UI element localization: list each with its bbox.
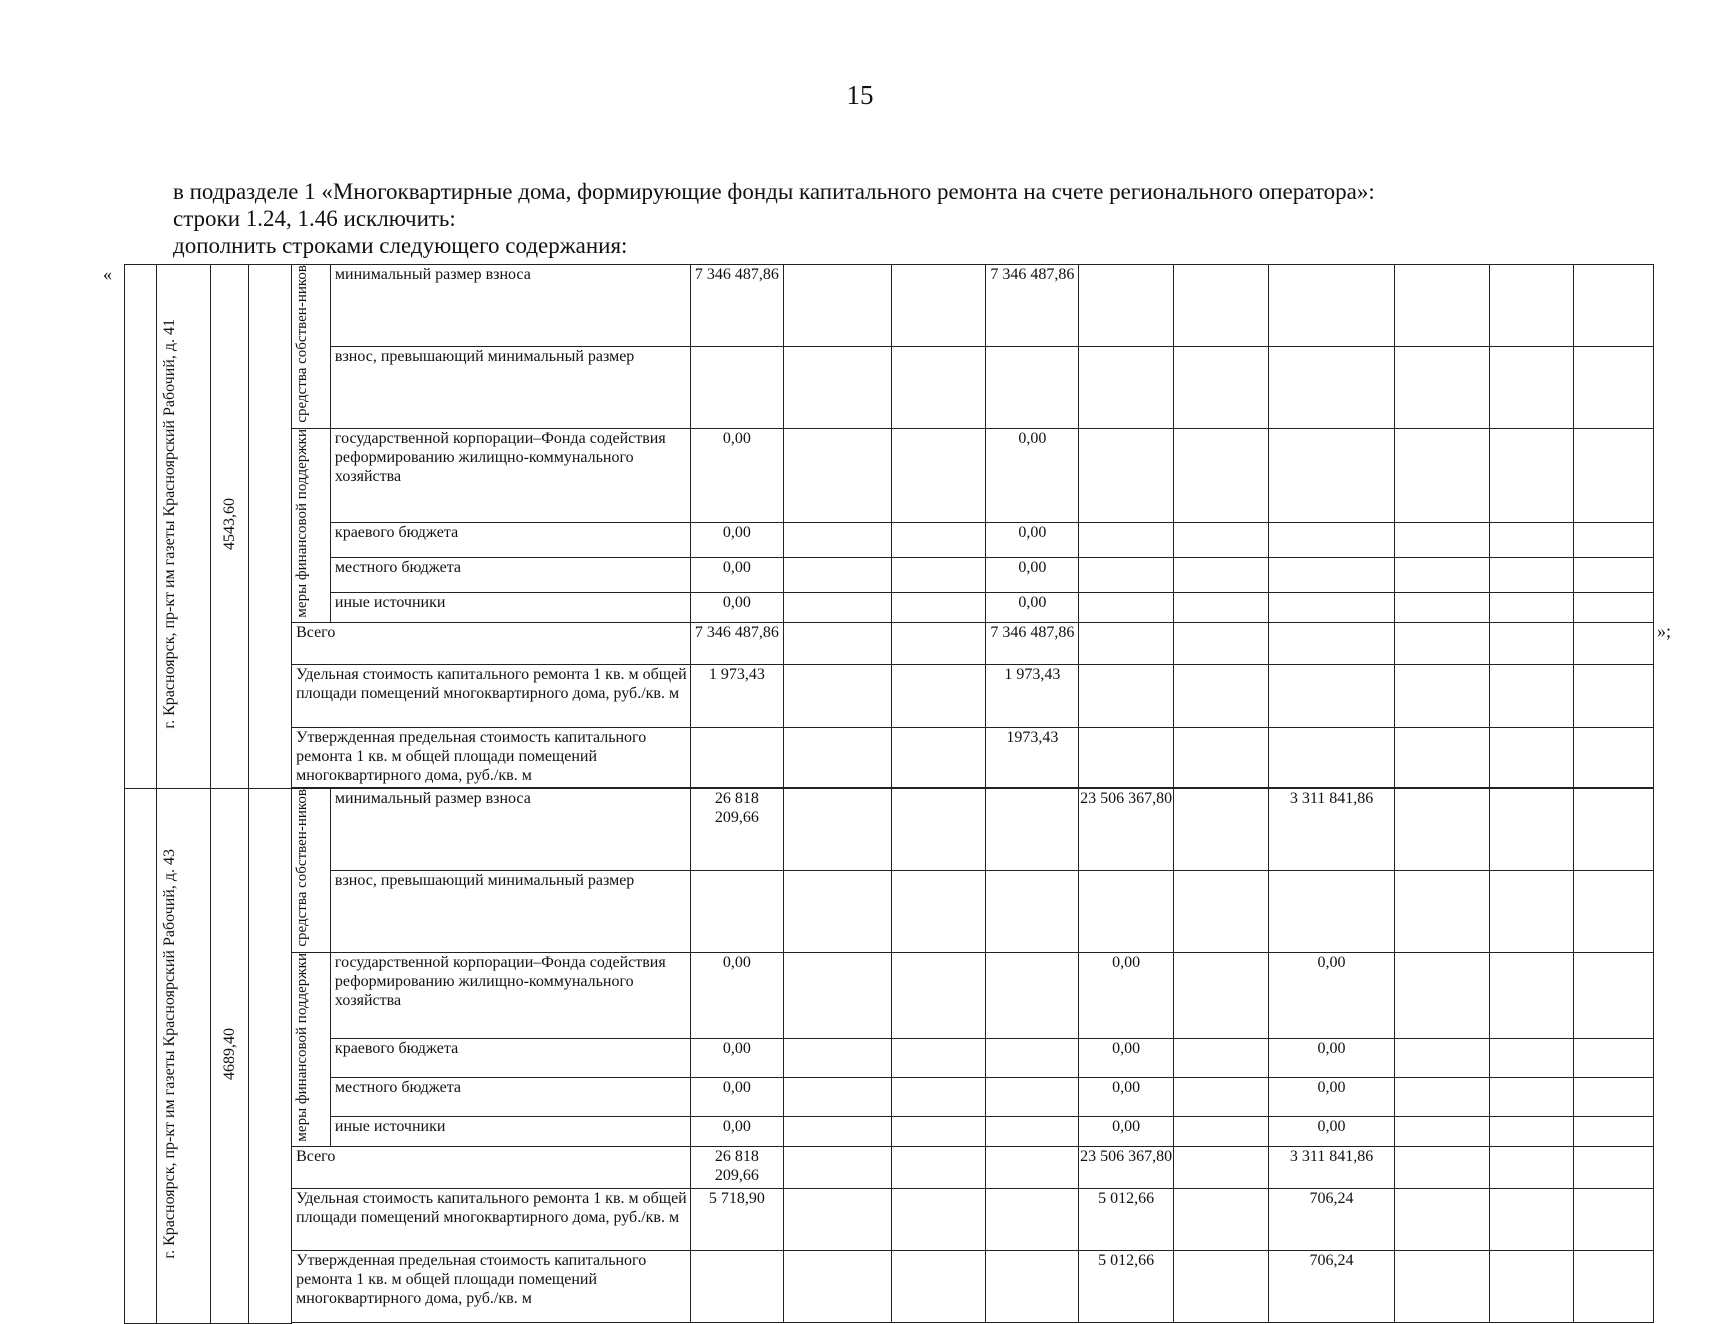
value-cell — [1574, 428, 1654, 522]
value-cell — [1174, 428, 1269, 522]
label-cell: краевого бюджета — [330, 522, 690, 557]
value-cell — [986, 870, 1079, 952]
value-cell — [783, 557, 891, 592]
value-cell — [1079, 557, 1174, 592]
building-address: г. Красноярск, пр-кт им газеты Красноярский Рабочий, д. 43 — [160, 848, 178, 1259]
value-cell: 23 506 367,80 — [1079, 1147, 1174, 1189]
value-cell — [1174, 665, 1269, 728]
value-cell: 1973,43 — [986, 728, 1079, 788]
value-cell — [1174, 1147, 1269, 1189]
value-cell: 706,24 — [1268, 1251, 1394, 1323]
value-cell — [986, 1116, 1079, 1147]
value-cell — [783, 522, 891, 557]
approved-limit-label-cell: Утвержденная предельная стоимость капитального ремонта 1 кв. м общей площади помещений многоквартирного дома, руб./кв. м — [292, 1251, 691, 1323]
value-cell: 0,00 — [986, 522, 1079, 557]
value-cell — [783, 1038, 891, 1077]
intro-line-1: в подразделе 1 «Многоквартирные дома, формирующие фонды капитального ремонта на счете регионального оператора»: — [173, 179, 1375, 204]
value-cell — [1174, 1116, 1269, 1147]
table-row — [125, 428, 1654, 522]
building-area: 4543,60 — [220, 498, 238, 551]
value-cell — [783, 592, 891, 622]
value-cell — [1268, 623, 1394, 665]
value-cell — [1268, 728, 1394, 788]
table-row — [125, 952, 1654, 1038]
value-cell — [1174, 346, 1269, 428]
value-cell — [986, 1147, 1079, 1189]
support-measures-cell — [292, 428, 331, 623]
value-cell — [1574, 592, 1654, 622]
label-cell: минимальный размер взноса — [330, 265, 690, 347]
value-cell: 26 818 209,66 — [691, 1147, 784, 1189]
value-cell — [783, 1189, 891, 1251]
value-cell — [1174, 623, 1269, 665]
value-cell — [1079, 592, 1174, 622]
value-cell — [783, 1147, 891, 1189]
value-cell — [1395, 665, 1490, 728]
value-cell — [1574, 265, 1654, 347]
value-cell — [1174, 870, 1269, 952]
value-cell — [1489, 592, 1573, 622]
value-cell — [783, 728, 891, 788]
value-cell — [1079, 522, 1174, 557]
value-cell — [1574, 728, 1654, 788]
value-cell — [1574, 952, 1654, 1038]
value-cell — [783, 1077, 891, 1116]
value-cell: 0,00 — [1268, 952, 1394, 1038]
owners-funds-label: средства собствен-ников — [294, 789, 311, 947]
value-cell — [1574, 1251, 1654, 1323]
table-row — [125, 1189, 1654, 1251]
value-cell: 7 346 487,86 — [691, 265, 784, 347]
value-cell — [1268, 665, 1394, 728]
value-cell — [1395, 1147, 1490, 1189]
row-number-cell — [125, 789, 157, 1324]
area-cell — [211, 789, 249, 1324]
value-cell — [691, 728, 784, 788]
value-cell — [1574, 1077, 1654, 1116]
value-cell: 0,00 — [691, 1116, 784, 1147]
value-cell — [891, 557, 986, 592]
value-cell — [1489, 1189, 1573, 1251]
value-cell — [783, 870, 891, 952]
approved-limit-label-cell: Утвержденная предельная стоимость капитального ремонта 1 кв. м общей площади помещений многоквартирного дома, руб./кв. м — [292, 728, 691, 788]
table-row — [125, 1251, 1654, 1323]
value-cell — [1574, 623, 1654, 665]
value-cell — [1489, 870, 1573, 952]
value-cell — [986, 1038, 1079, 1077]
label-cell: краевого бюджета — [330, 1038, 690, 1077]
value-cell — [986, 1189, 1079, 1251]
value-cell — [1268, 557, 1394, 592]
value-cell — [1174, 1038, 1269, 1077]
value-cell — [1174, 952, 1269, 1038]
value-cell: 23 506 367,80 — [1079, 789, 1174, 871]
value-cell — [1489, 1251, 1573, 1323]
value-cell — [1489, 1077, 1573, 1116]
value-cell — [691, 346, 784, 428]
table-row — [125, 346, 1654, 428]
value-cell: 0,00 — [691, 952, 784, 1038]
value-cell — [1489, 346, 1573, 428]
value-cell — [1574, 789, 1654, 871]
value-cell — [891, 346, 986, 428]
owners-funds-cell — [292, 265, 331, 429]
unit-cost-label-cell: Удельная стоимость капитального ремонта 1 кв. м общей площади помещений многоквартирного дома, руб./кв. м — [292, 1189, 691, 1251]
label-cell: местного бюджета — [330, 1077, 690, 1116]
value-cell: 706,24 — [1268, 1189, 1394, 1251]
value-cell: 0,00 — [1268, 1038, 1394, 1077]
value-cell — [986, 1077, 1079, 1116]
value-cell — [891, 665, 986, 728]
value-cell — [1489, 1038, 1573, 1077]
value-cell — [1174, 728, 1269, 788]
value-cell — [1395, 1189, 1490, 1251]
value-cell — [1079, 346, 1174, 428]
value-cell — [1395, 428, 1490, 522]
value-cell — [1489, 265, 1573, 347]
value-cell — [891, 870, 986, 952]
value-cell: 1 973,43 — [986, 665, 1079, 728]
value-cell — [891, 1038, 986, 1077]
value-cell: 0,00 — [691, 1038, 784, 1077]
value-cell: 5 012,66 — [1079, 1189, 1174, 1251]
value-cell: 0,00 — [986, 428, 1079, 522]
table-row — [125, 789, 1654, 871]
value-cell — [691, 1251, 784, 1323]
value-cell: 0,00 — [691, 557, 784, 592]
support-measures-label: меры финансовой поддержки — [294, 952, 311, 1142]
value-cell — [1574, 665, 1654, 728]
page-number: 15 — [846, 80, 874, 110]
value-cell: 0,00 — [691, 1077, 784, 1116]
value-cell — [1395, 728, 1490, 788]
intro-line-3: дополнить строками следующего содержания: — [173, 233, 628, 258]
table-row — [125, 265, 1654, 347]
value-cell — [783, 428, 891, 522]
value-cell: 5 012,66 — [1079, 1251, 1174, 1323]
table-row — [125, 665, 1654, 728]
value-cell: 0,00 — [1079, 1116, 1174, 1147]
value-cell — [1489, 665, 1573, 728]
building-area: 4689,40 — [220, 1027, 238, 1080]
value-cell — [891, 1077, 986, 1116]
value-cell — [1574, 1189, 1654, 1251]
unit-cost-label-cell: Удельная стоимость капитального ремонта 1 кв. м общей площади помещений многоквартирного дома, руб./кв. м — [292, 665, 691, 728]
value-cell — [1395, 870, 1490, 952]
value-cell — [986, 1251, 1079, 1323]
value-cell: 7 346 487,86 — [986, 623, 1079, 665]
value-cell — [986, 789, 1079, 871]
table-row — [125, 557, 1654, 592]
value-cell: 26 818 209,66 — [691, 789, 784, 871]
value-cell — [891, 789, 986, 871]
value-cell — [1174, 1251, 1269, 1323]
value-cell — [986, 346, 1079, 428]
value-cell — [1574, 1147, 1654, 1189]
value-cell: 0,00 — [986, 557, 1079, 592]
value-cell — [1174, 265, 1269, 347]
value-cell — [891, 1251, 986, 1323]
value-cell — [891, 522, 986, 557]
value-cell — [891, 1116, 986, 1147]
table-row — [125, 1147, 1654, 1189]
value-cell — [1489, 1147, 1573, 1189]
opening-quote: « — [103, 264, 112, 284]
value-cell — [1489, 522, 1573, 557]
value-cell — [1574, 1038, 1654, 1077]
value-cell — [1268, 592, 1394, 622]
value-cell — [1395, 346, 1490, 428]
value-cell: 0,00 — [986, 592, 1079, 622]
value-cell — [1268, 522, 1394, 557]
table-row — [125, 1038, 1654, 1077]
value-cell — [1574, 870, 1654, 952]
value-cell — [1268, 428, 1394, 522]
value-cell: 0,00 — [1079, 1077, 1174, 1116]
value-cell — [1395, 265, 1490, 347]
value-cell: 3 311 841,86 — [1268, 789, 1394, 871]
table-row — [125, 870, 1654, 952]
value-cell: 0,00 — [1079, 1038, 1174, 1077]
value-cell — [891, 592, 986, 622]
value-cell — [1489, 789, 1573, 871]
table-row — [125, 592, 1654, 622]
value-cell — [891, 428, 986, 522]
table-row — [125, 1116, 1654, 1147]
value-cell — [1395, 557, 1490, 592]
value-cell — [1174, 789, 1269, 871]
blank-cell — [248, 789, 291, 1324]
building-table — [124, 264, 1654, 1324]
building-address: г. Красноярск, пр-кт им газеты Красноярский Рабочий, д. 41 — [160, 319, 178, 729]
value-cell — [691, 870, 784, 952]
total-label-cell: Всего — [292, 623, 691, 665]
total-label-cell: Всего — [292, 1147, 691, 1189]
value-cell: 0,00 — [1268, 1116, 1394, 1147]
value-cell — [1079, 665, 1174, 728]
value-cell: 3 311 841,86 — [1268, 1147, 1394, 1189]
value-cell — [1268, 870, 1394, 952]
owners-funds-label: средства собствен-ников — [294, 265, 311, 423]
value-cell: 0,00 — [1079, 952, 1174, 1038]
table-row — [125, 728, 1654, 788]
value-cell — [783, 665, 891, 728]
value-cell: 0,00 — [1268, 1077, 1394, 1116]
value-cell — [1574, 557, 1654, 592]
value-cell — [1174, 1077, 1269, 1116]
value-cell — [891, 1189, 986, 1251]
intro-text — [173, 178, 1375, 259]
value-cell — [891, 623, 986, 665]
value-cell — [1574, 522, 1654, 557]
value-cell — [1489, 1116, 1573, 1147]
value-cell — [783, 789, 891, 871]
label-cell: иные источники — [330, 1116, 690, 1147]
value-cell — [1395, 952, 1490, 1038]
value-cell — [1395, 789, 1490, 871]
value-cell: 7 346 487,86 — [691, 623, 784, 665]
value-cell — [1079, 623, 1174, 665]
value-cell — [1489, 428, 1573, 522]
label-cell: взнос, превышающий минимальный размер — [330, 870, 690, 952]
address-cell — [157, 789, 211, 1324]
label-cell: государственной корпорации–Фонда содействия реформированию жилищно-коммунального хозяйства — [330, 952, 690, 1038]
value-cell — [1268, 346, 1394, 428]
value-cell — [1395, 623, 1490, 665]
value-cell: 7 346 487,86 — [986, 265, 1079, 347]
table-row — [125, 1077, 1654, 1116]
value-cell — [783, 1251, 891, 1323]
value-cell: 1 973,43 — [691, 665, 784, 728]
value-cell — [1395, 1251, 1490, 1323]
value-cell — [1489, 952, 1573, 1038]
closing-quote: »; — [1657, 621, 1672, 641]
support-measures-label: меры финансовой поддержки — [294, 428, 311, 618]
value-cell: 0,00 — [691, 428, 784, 522]
value-cell — [1395, 1038, 1490, 1077]
label-cell: минимальный размер взноса — [330, 789, 690, 871]
value-cell — [1079, 870, 1174, 952]
value-cell — [1268, 265, 1394, 347]
value-cell: 5 718,90 — [691, 1189, 784, 1251]
value-cell — [1489, 623, 1573, 665]
support-measures-cell — [292, 952, 331, 1147]
value-cell — [1079, 728, 1174, 788]
value-cell — [891, 265, 986, 347]
value-cell — [1079, 265, 1174, 347]
value-cell — [1174, 1189, 1269, 1251]
value-cell — [891, 1147, 986, 1189]
value-cell — [1395, 522, 1490, 557]
value-cell: 0,00 — [691, 592, 784, 622]
value-cell — [1395, 1116, 1490, 1147]
value-cell — [1489, 557, 1573, 592]
intro-line-2: строки 1.24, 1.46 исключить: — [173, 206, 456, 231]
area-cell — [211, 265, 249, 789]
value-cell — [986, 952, 1079, 1038]
blank-cell — [248, 265, 291, 789]
label-cell: иные источники — [330, 592, 690, 622]
value-cell — [1395, 1077, 1490, 1116]
table-row — [125, 522, 1654, 557]
address-cell — [157, 265, 211, 789]
value-cell — [783, 1116, 891, 1147]
value-cell — [1574, 346, 1654, 428]
value-cell — [1489, 728, 1573, 788]
value-cell: 0,00 — [691, 522, 784, 557]
value-cell — [783, 265, 891, 347]
owners-funds-cell — [292, 789, 331, 953]
value-cell — [1174, 522, 1269, 557]
table-row — [125, 623, 1654, 665]
row-number-cell — [125, 265, 157, 789]
value-cell — [891, 952, 986, 1038]
value-cell — [1574, 1116, 1654, 1147]
label-cell: взнос, превышающий минимальный размер — [330, 346, 690, 428]
value-cell — [783, 623, 891, 665]
value-cell — [1395, 592, 1490, 622]
label-cell: государственной корпорации–Фонда содействия реформированию жилищно-коммунального хозяйства — [330, 428, 690, 522]
label-cell: местного бюджета — [330, 557, 690, 592]
value-cell — [783, 952, 891, 1038]
value-cell — [891, 728, 986, 788]
value-cell — [783, 346, 891, 428]
value-cell — [1174, 592, 1269, 622]
value-cell — [1174, 557, 1269, 592]
value-cell — [1079, 428, 1174, 522]
